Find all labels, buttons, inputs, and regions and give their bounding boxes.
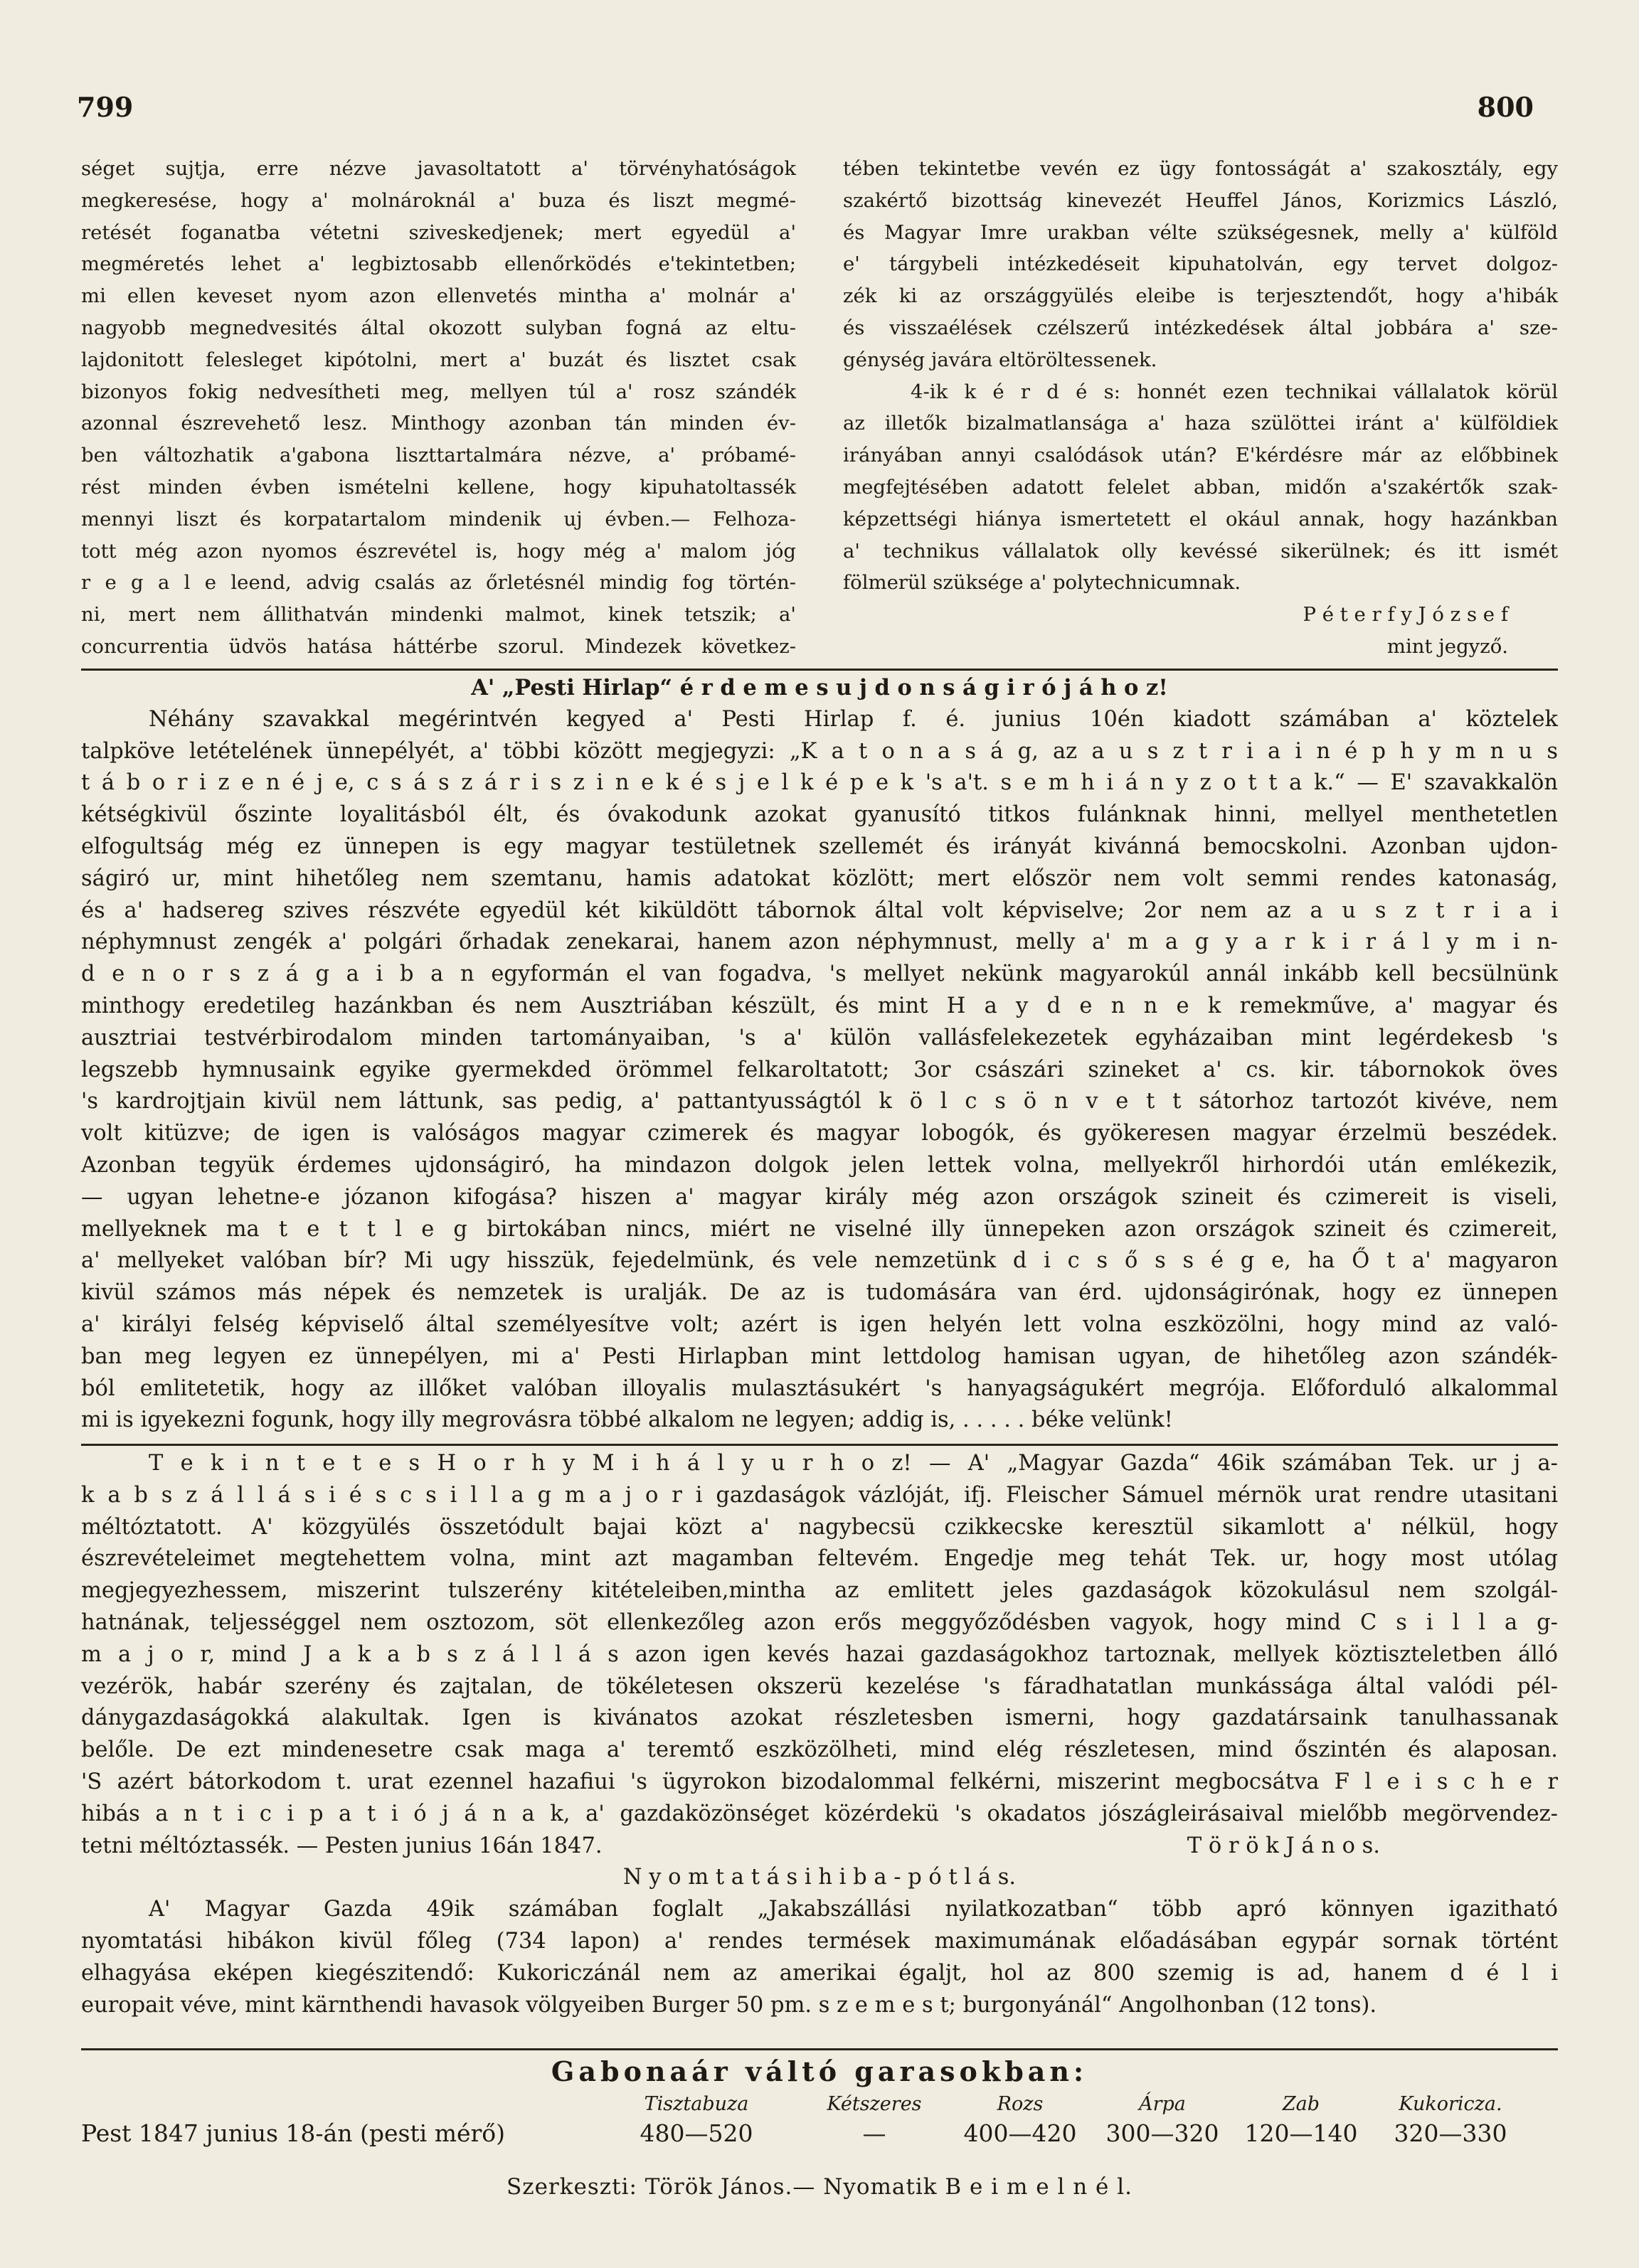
- price-row-label: Pest 1847 junius 18-án (pesti mérő): [81, 2119, 506, 2147]
- header-rozs: Rozs: [997, 2093, 1044, 2115]
- letter-2-line: megjegyezhessem, miszerint tulszerény kitételeiben,mintha az emlitett jeles gazdaságok közokulásul nem szolgál-: [81, 1578, 1558, 1604]
- errata-line: A' Magyar Gazda 49ik számában foglalt „Jakabszállási nyilatkozatban“ több apró könnyen igazitható: [149, 1897, 1558, 1922]
- letter-1-line: — ugyan lehetne-e józanon kifogása? hiszen a' magyar király még azon országok szineit és czimereit is viseli,: [81, 1184, 1558, 1210]
- divider-3: [81, 2048, 1558, 2050]
- letter-1-line: mellyeknek ma t e t t l e g birtokában nincs, miért ne viselné illy ünnepeken azon országok szineit és czimereit,: [81, 1216, 1558, 1242]
- letter-1-line: talpköve letételének ünnepélyét, a' többi között megjegyzi: „K a t o n a s á g, az a u s z t r i a i n é p h y m n u s: [81, 738, 1558, 764]
- letter-1-line: kétségkivül őszinte loyalitásból élt, és óvakodunk azokat gyanusító titkos fulánknak hinni, mellyel menthetetlen: [81, 802, 1558, 828]
- right-line: megfejtésében adatott felelet abban, midőn a'szakértők szak-: [843, 475, 1558, 499]
- left-line: r e g a l e leend, advig csalás az őrletésnél mindig fog történ-: [81, 571, 796, 595]
- price-cell: 320—330: [1394, 2119, 1507, 2147]
- letter-1-line: volt kitüzve; de igen is valóságos magyar czimerek és magyar lobogók, és gyökeresen magyar érzelmü beszédek.: [81, 1121, 1558, 1146]
- right-line: zék ki az országgyülés eleibe is terjesztendőt, hogy a'hibák: [843, 284, 1558, 308]
- letter-1-line: mi is igyekezni fogunk, hogy illy megrovásra többé alkalom ne legyen; addig is, . . . . . béke velünk!: [81, 1407, 1173, 1433]
- letter-1-line: Néhány szavakkal megérintvén kegyed a' Pesti Hirlap f. é. junius 10én kiadott számában a' köztelek: [149, 706, 1558, 732]
- letter-1-line: legszebb hymnusaink egyike gyermekded örömmel felkaroltatott; 3or császári szineket a' cs. kir. tábornokok öves: [81, 1057, 1558, 1082]
- letter-2-line: k a b s z á l l á s i é s c s i l l a g m a j o r i gazdaságok vázlóját, ifj. Fleischer Sámuel mérnök urat rendre utasitani: [81, 1482, 1558, 1508]
- left-line: tott még azon nyomos észrevétel is, hogy még a' malom jóg: [81, 539, 796, 563]
- left-line: nagyobb megnedvesités által okozott sulyban fogná az eltu-: [81, 316, 796, 339]
- letter-2-line: dánygazdaságokká alakultak. Igen is kivánatos azokat részletesben ismerni, hogy gazdatársaink tanulhassanak: [81, 1705, 1558, 1731]
- letter-1-line: elfogultság még ez ünnepen is egy magyar testületnek szellemét és irányát kivánná bemocskolni. Azonban ujdon-: [81, 834, 1558, 859]
- price-table-header: [81, 2093, 1558, 2115]
- left-line: azonnal észrevehető lesz. Minthogy azonban tán minden év-: [81, 412, 796, 435]
- letter-1-line: a' mellyeket valóban bír? Mi ugy hisszük, fejedelmünk, és vele nemzetünk d i c s ő s s é g e, ha Ő t a' magyaron: [81, 1248, 1558, 1274]
- letter-1-line: t á b o r i z e n é j e, c s á s z á r i s z i n e k é s j e l k é p e k 's a't. s e m h i á n y z o t t a k.“ — E' szavakkalön: [81, 770, 1558, 796]
- price-table-title: Gabonaár váltó garasokban:: [551, 2055, 1088, 2087]
- price-cell: 300—320: [1105, 2119, 1219, 2147]
- left-line: megméretés lehet a' legbiztosabb ellenőrködés e'tekintetben;: [81, 252, 796, 276]
- letter-1-line: és a' hadsereg szives részvéte egyedül két kiküldött tábornok által volt képviselve; 2or nem az a u s z t r i a i: [81, 898, 1558, 923]
- letter-1-line: minthogy eredetileg hazánkban és nem Ausztriában készült, és mint H a y d e n n e k remekműve, a' magyar és: [81, 993, 1558, 1018]
- header-ketszeres: Kétszeres: [827, 2093, 922, 2115]
- right-line: génység javára eltöröltessenek.: [843, 348, 1157, 371]
- price-cell: —: [862, 2119, 886, 2147]
- letter-2-line: m a j o r, mind J a k a b s z á l l á s azon igen kevés hazai gazdaságokhoz tartoznak, mellyek köztiszteletben álló: [81, 1641, 1558, 1667]
- right-line: és Magyar Imre urakban vélte szükségesnek, melly a' külföld: [843, 220, 1558, 244]
- left-line: ni, mert nem állithatván mindenki malmot, kinek tetszik; a': [81, 603, 796, 627]
- errata-title: N y o m t a t á s i h i b a - p ó t l á s.: [622, 1865, 1017, 1890]
- letter-2-signature: T ö r ö k J á n o s.: [1187, 1833, 1380, 1858]
- letter-1-line: 's kardrojtjain kivül nem láttunk, sas pedig, a' pattantyusságtól k ö l c s ö n v e t t sátorhoz tartozót kivéve, nem: [81, 1089, 1558, 1114]
- divider-2: [81, 1444, 1558, 1446]
- page-number-left: 799: [77, 91, 134, 123]
- letter-2: [81, 1448, 1558, 2021]
- letter-1-line: d e n o r s z á g a i b a n egyformán el van fogadva, 's mellyet nekünk magyarokúl annál inkább kell becsülnünk: [81, 962, 1558, 987]
- letter-1-line: ságiró ur, mint hihetőleg nem szemtanu, hamis adatokat közlött; mert először nem volt semmi rendes katonaság,: [81, 866, 1558, 891]
- price-cell: 480—520: [640, 2119, 753, 2147]
- letter-1-line: ausztriai testvérbirodalom minden tartományaiban, 's a' külön vallásfelekezetek egyházaiban mint legérdekesb 's: [81, 1025, 1558, 1050]
- letter-1-line: a' királyi felség képviselő által személyesítve volt; azért is igen helyén lett volna eszközölni, hogy mind az való-: [81, 1311, 1558, 1337]
- letter-2-line: T e k i n t e t e s H o r h y M i h á l y u r h o z! — A' „Magyar Gazda“ 46ik számában Tek. ur j a-: [149, 1451, 1558, 1476]
- price-row: [81, 2119, 1558, 2147]
- grain-price-table: [81, 2055, 1558, 2200]
- left-line: rést minden évben ismételni kellene, hogy kipuhatoltassék: [81, 475, 796, 499]
- header-tisztabuza: Tisztabuza: [644, 2093, 749, 2115]
- header-zab: Zab: [1282, 2093, 1320, 2115]
- right-line: az illetők bizalmatlansága a' haza szülöttei iránt a' külföldiek: [843, 412, 1558, 435]
- price-cell: 120—140: [1244, 2119, 1358, 2147]
- right-line: irányában annyi csalódások után? E'kérdésre már az előbbinek: [843, 444, 1558, 467]
- right-line: képzettségi hiánya ismertetett el okául annak, hogy hazánkban: [843, 507, 1558, 531]
- left-line: bizonyos fokig nedvesítheti meg, mellyen túl a' rosz szándék: [81, 380, 796, 403]
- letter-2-line: észrevételeimet megtehettem volna, mint azt magamban feltevém. Engedje meg tehát Tek. ur, hogy most utólag: [81, 1546, 1558, 1572]
- left-line: ben változhatik a'gabona liszttartalmára nézve, a' próbamé-: [81, 444, 796, 467]
- right-column: [843, 153, 1558, 663]
- editors-line: Szerkeszti: Török János.— Nyomatik B e i m e l n é l.: [506, 2174, 1133, 2200]
- right-line: a' technikus vállalatok olly kevéssé sikerülnek; és itt ismét: [843, 539, 1558, 563]
- letter-1-line: ban meg legyen ez ünnepélyen, mi a' Pesti Hirlapban mint lettdolog hamisan ugyan, de hihetőleg azon szándék-: [81, 1343, 1558, 1369]
- left-line: retését foganatba vétetni sziveskedjenek; mert egyedül a': [81, 220, 796, 244]
- right-line: e' tárgybeli intézkedéseit kipuhatolván, egy tervet dolgoz-: [843, 252, 1558, 276]
- letter-1-line: ból emlitetetik, hogy az illőket valóban illoyalis mulasztásukért 's hanyagságukért megrója. Előforduló alkalommal: [81, 1375, 1558, 1401]
- letter-2-line: méltóztatott. A' közgyülés összetódult bajai közt a' nagybecsü czikkecske keresztül sikamlott a' nélkül, hogy: [81, 1514, 1558, 1540]
- left-line: lajdonitott felesleget kipótolni, mert a' buzát és lisztet csak: [81, 348, 796, 371]
- letter-1-line: néphymnust zengék a' polgári őrhadak zenekarai, hanem azon néphymnust, melly a' m a g y a r k i r á l y m i n-: [81, 930, 1558, 955]
- signature-role: mint jegyző.: [1386, 634, 1508, 658]
- left-line: concurrentia üdvös hatása háttérbe szorul. Mindezek következ-: [81, 634, 796, 658]
- right-line: 4-ik k é r d é s: honnét ezen technikai vállalatok körül: [911, 380, 1558, 403]
- errata-line: europait véve, mint kärnthendi havasok völgyeiben Burger 50 pm. s z e m e s t; burgonyánál“ Angolhonban (12 tons).: [81, 1992, 1377, 2018]
- right-line: és visszaélések czélszerű intézkedések által jobbára a' sze-: [843, 316, 1558, 339]
- errata-line: elhagyása eképen kiegészitendő: Kukoriczánál nem az amerikai égaljt, hol az 800 szemig is ad, hanem d é l i: [81, 1960, 1558, 1986]
- left-line: mennyi liszt és korpatartalom mindenik uj évben.— Felhoza-: [81, 507, 796, 531]
- right-line: szakértő bizottság kinevezét Heuffel János, Korizmics László,: [843, 188, 1558, 212]
- signature-name: P é t e r f y J ó z s e f: [1303, 603, 1508, 627]
- right-line: tében tekintetbe vevén ez ügy fontosságát a' szakosztály, egy: [843, 157, 1558, 180]
- letter-2-line: 'S azért bátorkodom t. urat ezennel hazafiui 's ügyrokon bizodalommal felkérni, miszerint megbocsátva F l e i s c h e r: [81, 1769, 1558, 1794]
- left-column: [81, 153, 796, 663]
- price-cell: 400—420: [963, 2119, 1077, 2147]
- letter-2-line: hatnának, teljességgel nem osztozom, söt ellenkezőleg azon erős meggyőződésben vagyok, hogy mind C s i l l a g-: [81, 1609, 1558, 1635]
- left-line: megkeresése, hogy a' molnároknál a' buza és liszt megmé-: [81, 188, 796, 212]
- letter-1: [81, 672, 1558, 1437]
- page-number-right: 800: [1477, 91, 1534, 123]
- letter-2-line: hibás a n t i c i p a t i ó j á n a k, a' gazdaközönséget közérdekü 's okadatos jószágleirásaival mielőbb megörvendez-: [81, 1801, 1558, 1826]
- letter-1-line: Azonban tegyük érdemes ujdonságiró, ha mindazon dolgok jelen lettek volna, mellyekről hirhordói után emlékezik,: [81, 1152, 1558, 1178]
- letter-2-line: vezérök, habár szerény és zajtalan, de tökéletesen okszerü kezelése 's fáradhatatlan munkássága által valódi pél-: [81, 1673, 1558, 1699]
- letter-2-line: tetni méltóztassék. — Pesten junius 16án 1847.: [81, 1833, 603, 1858]
- divider-1: [81, 669, 1558, 671]
- left-line: séget sujtja, erre nézve javasoltatott a' törvényhatóságok: [81, 157, 796, 180]
- letter-1-heading: A' „Pesti Hirlap“ é r d e m e s u j d o n s á g i r ó j á h o z!: [471, 675, 1168, 701]
- right-line: fölmerül szüksége a' polytechnicumnak.: [843, 571, 1241, 595]
- letter-2-line: belőle. De ezt mindenesetre csak maga a' teremtő eszközölheti, mind elég részletesen, mind őszintén és alaposan.: [81, 1737, 1558, 1763]
- header-kukoricza: Kukoricza.: [1399, 2093, 1502, 2115]
- errata-line: nyomtatási hibákon kivül főleg (734 lapon) a' rendes termések maximumának előadásában egypár sornak történt: [81, 1928, 1558, 1954]
- header-arpa: Árpa: [1139, 2093, 1186, 2115]
- left-line: mi ellen keveset nyom azon ellenvetés mintha a' molnár a': [81, 284, 796, 308]
- letter-1-line: kivül számos más népek és nemzetek is uralják. De az is tudomására van érd. ujdonságirónak, hogy ez ünnepen: [81, 1280, 1558, 1306]
